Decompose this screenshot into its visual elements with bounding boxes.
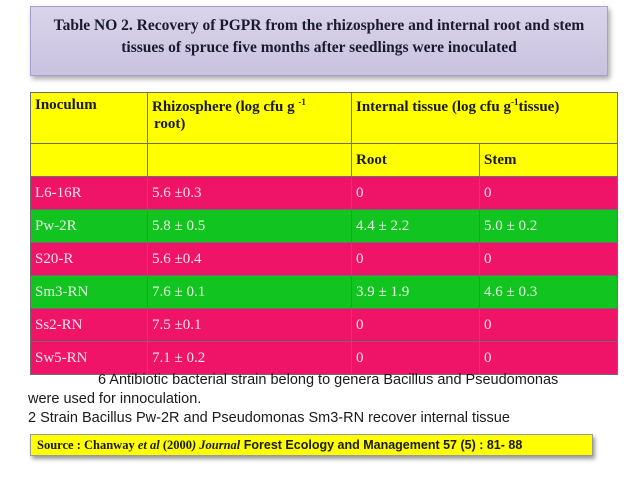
notes [28, 371, 628, 428]
cell-rhizosphere: 7.6 ± 0.1 [148, 276, 352, 309]
table-header-row [31, 93, 618, 144]
cell-rhizosphere: 7.1 ± 0.2 [148, 342, 352, 375]
cell-inoculum: S20-R [31, 243, 148, 276]
cell-root: 0 [352, 309, 480, 342]
cell-root: 0 [352, 177, 480, 210]
table-row [31, 177, 618, 210]
header-rhizosphere: Rhizosphere (log cfu g $^{-1}$ root) [148, 93, 352, 144]
cell-stem: 0 [480, 342, 618, 375]
header-inoculum: Inoculum [31, 93, 148, 144]
cell-rhizosphere: 7.5 ±0.1 [148, 309, 352, 342]
cell-rhizosphere: 5.6 ±0.4 [148, 243, 352, 276]
table-row [31, 342, 618, 375]
header-stem: Stem [480, 144, 618, 177]
cell-root: 4.4 ± 2.2 [352, 210, 480, 243]
subheader-empty-2 [148, 144, 352, 177]
table-subheader-row [31, 144, 618, 177]
note-line-1: 6 Antibiotic bacterial strain belong to genera Bacillus and Pseudomonas [98, 372, 559, 388]
table-title [30, 6, 608, 76]
header-root: Root [352, 144, 480, 177]
cell-rhizosphere: 5.6 ±0.3 [148, 177, 352, 210]
recovery-table [30, 92, 618, 375]
subheader-empty-1 [31, 144, 148, 177]
cell-rhizosphere: 5.8 ± 0.5 [148, 210, 352, 243]
cell-root: 0 [352, 342, 480, 375]
cell-stem: 0 [480, 309, 618, 342]
cell-inoculum: Ss2-RN [31, 309, 148, 342]
note-line-2: were used for innoculation. [28, 391, 202, 407]
header-internal-tissue: Internal tissue (log cfu $g^{-1}tissue$) [352, 93, 618, 144]
table-row [31, 276, 618, 309]
cell-root: 0 [352, 243, 480, 276]
table-row [31, 243, 618, 276]
cell-inoculum: Pw-2R [31, 210, 148, 243]
cell-stem: 4.6 ± 0.3 [480, 276, 618, 309]
cell-inoculum: L6-16R [31, 177, 148, 210]
source-citation: Source : Chanway et al (2000) Journal Forest Ecology and Management 57 (5) : 81- 88 [30, 434, 593, 456]
cell-stem: 0 [480, 243, 618, 276]
cell-root: 3.9 ± 1.9 [352, 276, 480, 309]
note-line-3: 2 Strain Bacillus Pw-2R and Pseudomonas Sm3-RN recover internal tissue [28, 410, 510, 426]
table-row [31, 309, 618, 342]
title-line-2: tissues of spruce five months after seedlings were inoculated [121, 39, 517, 56]
title-line-1: Table NO 2. Recovery of PGPR from the rhizosphere and internal root and stem [53, 17, 585, 34]
cell-stem: 0 [480, 177, 618, 210]
cell-stem: 5.0 ± 0.2 [480, 210, 618, 243]
table-row [31, 210, 618, 243]
cell-inoculum: Sm3-RN [31, 276, 148, 309]
cell-inoculum: Sw5-RN [31, 342, 148, 375]
